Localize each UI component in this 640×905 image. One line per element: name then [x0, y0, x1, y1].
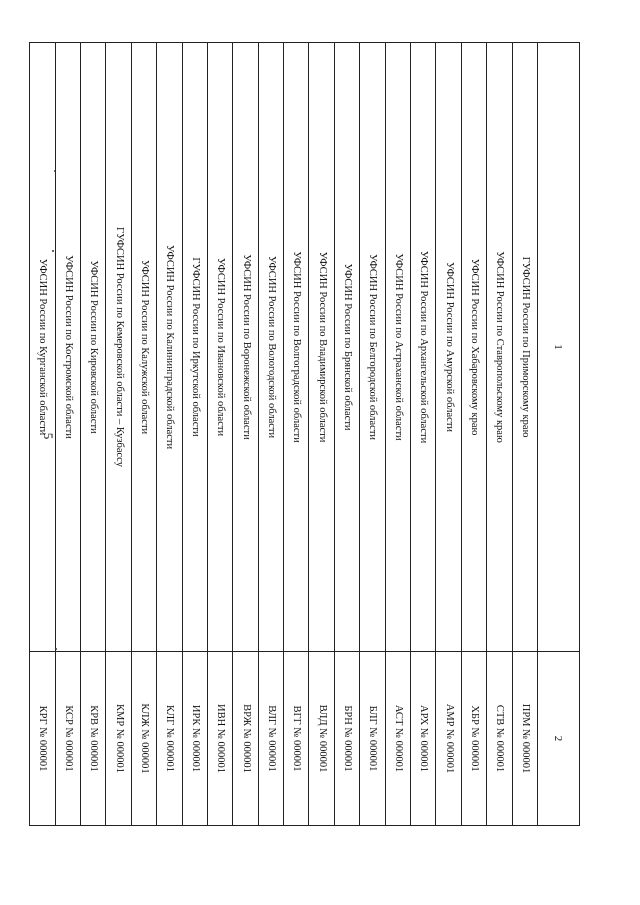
institution-code-cell: ХБР № 000001: [461, 652, 486, 826]
scan-speck: [52, 250, 54, 252]
institution-name-cell: УФСИН России по Владимирской области: [309, 43, 334, 652]
table-row: [131, 43, 156, 826]
table-row: [334, 43, 359, 826]
institution-name-cell: УФСИН России по Калининградской области: [157, 43, 182, 652]
institution-name-cell: УФСИН России по Костромской области: [55, 43, 80, 652]
institution-code-cell: СТВ № 000001: [487, 652, 512, 826]
institution-code-cell: ИРК № 000001: [182, 652, 207, 826]
scan-speck: [55, 648, 57, 650]
table-row: [284, 43, 309, 826]
table-row: [207, 43, 232, 826]
table-row: [385, 43, 410, 826]
institution-name-cell: УФСИН России по Ивановской области: [207, 43, 232, 652]
institution-name-cell: УФСИН России по Кировской области: [80, 43, 105, 652]
institution-name-cell: УФСИН России по Архангельской области: [411, 43, 436, 652]
institution-code-cell: ВЛД № 000001: [309, 652, 334, 826]
institution-name-cell: УФСИН России по Воронежской области: [233, 43, 258, 652]
institution-name-cell: УФСИН России по Брянской области: [334, 43, 359, 652]
institution-name-cell: УФСИН России по Волгоградской области: [284, 43, 309, 652]
institution-code-cell: БЛГ № 000001: [360, 652, 385, 826]
institution-code-cell: КРВ № 000001: [80, 652, 105, 826]
institution-code-cell: ПРМ № 000001: [512, 652, 537, 826]
table-row: [258, 43, 283, 826]
institution-code-cell: ИВН № 000001: [207, 652, 232, 826]
institution-code-cell: БРН № 000001: [334, 652, 359, 826]
table-row: [309, 43, 334, 826]
table-row: [233, 43, 258, 826]
institution-code-cell: ВГГ № 000001: [284, 652, 309, 826]
table-row: [30, 43, 55, 826]
table-row: [182, 43, 207, 826]
institution-code-cell: КРГ № 000001: [30, 652, 55, 826]
institution-code-cell: ВЛГ № 000001: [258, 652, 283, 826]
institution-name-cell: УФСИН России по Хабаровскому краю: [461, 43, 486, 652]
institution-name-cell: УФСИН России по Астраханской области: [385, 43, 410, 652]
institution-name-cell: УФСИН России по Калужской области: [131, 43, 156, 652]
column-header-1: 1: [538, 43, 580, 652]
table-body: [30, 43, 580, 826]
institution-code-cell: АСТ № 000001: [385, 652, 410, 826]
table-row: [487, 43, 512, 826]
institution-code-cell: АМР № 000001: [436, 652, 461, 826]
institution-name-cell: УФСИН России по Белгородской области: [360, 43, 385, 652]
table-row: [80, 43, 105, 826]
table-row: [55, 43, 80, 826]
institution-code-cell: КЛЖ № 000001: [131, 652, 156, 826]
institution-code-cell: КСР № 000001: [55, 652, 80, 826]
column-header-2: 2: [538, 652, 580, 826]
institution-name-cell: ГУФСИН России по Иркутской области: [182, 43, 207, 652]
institution-name-cell: ГУФСИН России по Приморскому краю: [512, 43, 537, 652]
table-header-row: [538, 43, 580, 826]
scan-speck: [54, 170, 56, 172]
institution-code-cell: КМР № 000001: [106, 652, 131, 826]
institution-code-cell: ВРЖ № 000001: [233, 652, 258, 826]
page-number: 5: [41, 432, 56, 440]
institution-name-cell: УФСИН России по Амурской области: [436, 43, 461, 652]
table-row: [512, 43, 537, 826]
institution-name-cell: УФСИН России по Ставропольскому краю: [487, 43, 512, 652]
institution-name-cell: ГУФСИН России по Кемеровской области – Кузбассу: [106, 43, 131, 652]
table-row: [360, 43, 385, 826]
table-row: [461, 43, 486, 826]
registry-table: [29, 42, 580, 826]
table-row: [436, 43, 461, 826]
institution-name-cell: УФСИН России по Вологодской области: [258, 43, 283, 652]
table-container: [37, 42, 580, 825]
table-row: [157, 43, 182, 826]
institution-code-cell: АРХ № 000001: [411, 652, 436, 826]
institution-name-cell: УФСИН России по Курганской области: [30, 43, 55, 652]
institution-code-cell: КЛГ № 000001: [157, 652, 182, 826]
table-row: [411, 43, 436, 826]
table-row: [106, 43, 131, 826]
